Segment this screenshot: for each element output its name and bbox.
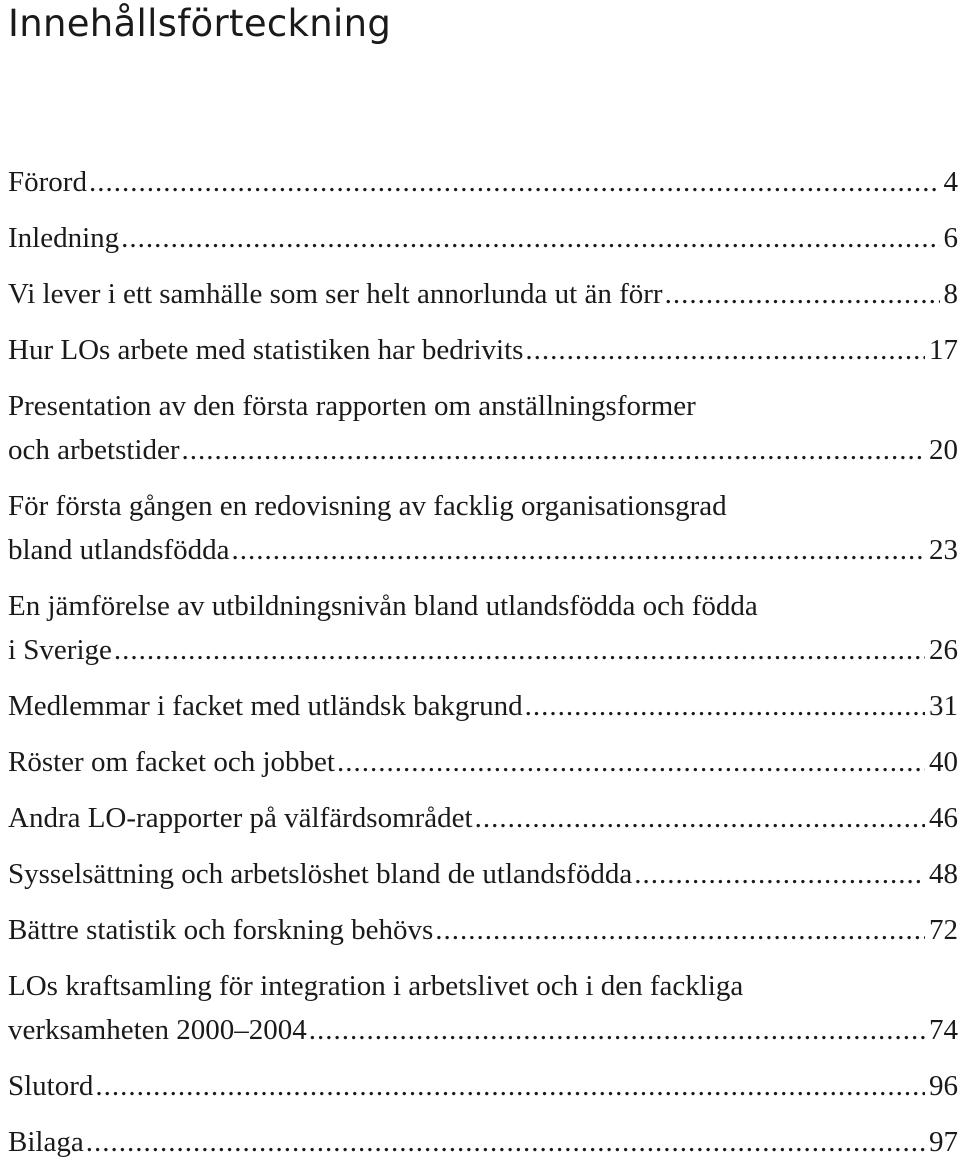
toc-entry-roster[interactable] xyxy=(8,740,958,784)
dot-leader xyxy=(525,328,925,372)
dot-leader xyxy=(634,852,925,896)
toc-entry-jamforelse[interactable] xyxy=(8,584,958,672)
toc-entry-title: Vi lever i ett samhälle som ser helt annorlunda ut än förr xyxy=(8,278,663,310)
toc-entry-page: 4 xyxy=(943,166,958,198)
dot-leader xyxy=(182,428,925,472)
toc-entry-page: 23 xyxy=(929,534,958,566)
toc-entry-vi-lever[interactable] xyxy=(8,272,958,316)
toc-entry-medlemmar[interactable] xyxy=(8,684,958,728)
toc-entry-page: 96 xyxy=(929,1070,958,1102)
toc-entry-title: Slutord xyxy=(8,1070,94,1102)
toc-entry-page: 40 xyxy=(929,746,958,778)
toc-entry-title: Röster om facket och jobbet xyxy=(8,746,335,778)
toc-entry-page: 20 xyxy=(929,434,958,466)
toc-entry-title-line2: i Sverige xyxy=(8,634,112,666)
page-title: Innehållsförteckning xyxy=(8,2,392,45)
toc-entry-page: 31 xyxy=(929,690,958,722)
toc-entry-forord[interactable] xyxy=(8,160,958,204)
dot-leader xyxy=(95,1064,925,1108)
toc-entry-hur-los-arbete[interactable] xyxy=(8,328,958,372)
dot-leader xyxy=(337,740,925,784)
toc-entry-andra-lo-rapporter[interactable] xyxy=(8,796,958,840)
toc-entry-title: Sysselsättning och arbetslöshet bland de utlandsfödda xyxy=(8,858,633,890)
toc-entry-page: 26 xyxy=(929,634,958,666)
toc-entry-page: 6 xyxy=(943,222,958,254)
toc-entry-title: Bättre statistik och forskning behövs xyxy=(8,914,434,946)
dot-leader xyxy=(89,160,940,204)
dot-leader xyxy=(665,272,940,316)
toc-entry-title: Medlemmar i facket med utländsk bakgrund xyxy=(8,690,523,722)
toc-entry-forsta-gangen[interactable] xyxy=(8,484,958,572)
dot-leader xyxy=(231,528,925,572)
dot-leader xyxy=(121,216,939,260)
toc-entry-page: 97 xyxy=(929,1126,958,1158)
toc-entry-kraftsamling[interactable] xyxy=(8,964,958,1052)
toc-entry-battre-statistik[interactable] xyxy=(8,908,958,952)
toc-entry-page: 48 xyxy=(929,858,958,890)
table-of-contents xyxy=(8,160,958,1164)
dot-leader xyxy=(114,628,925,672)
toc-entry-title: Hur LOs arbete med statistiken har bedrivits xyxy=(8,334,524,366)
toc-entry-page: 46 xyxy=(929,802,958,834)
toc-entry-title: Förord xyxy=(8,166,87,198)
toc-entry-page: 72 xyxy=(929,914,958,946)
toc-entry-page: 17 xyxy=(929,334,958,366)
toc-entry-title-line1: LOs kraftsamling för integration i arbetslivet och i den fackliga xyxy=(8,970,744,1002)
toc-entry-page: 74 xyxy=(929,1014,958,1046)
toc-entry-page: 8 xyxy=(943,278,958,310)
toc-entry-title-line2: och arbetstider xyxy=(8,434,180,466)
toc-entry-title-line2: bland utlandsfödda xyxy=(8,534,230,566)
toc-entry-title: Andra LO-rapporter på välfärdsområdet xyxy=(8,802,473,834)
toc-entry-slutord[interactable] xyxy=(8,1064,958,1108)
dot-leader xyxy=(86,1120,925,1164)
toc-entry-bilaga[interactable] xyxy=(8,1120,958,1164)
toc-entry-title-line1: En jämförelse av utbildningsnivån bland utlandsfödda och födda xyxy=(8,590,758,622)
toc-entry-title: Bilaga xyxy=(8,1126,84,1158)
toc-entry-presentation[interactable] xyxy=(8,384,958,472)
dot-leader xyxy=(435,908,925,952)
toc-entry-inledning[interactable] xyxy=(8,216,958,260)
toc-entry-title-line1: För första gången en redovisning av facklig organisationsgrad xyxy=(8,490,727,522)
toc-entry-title-line2: verksamheten 2000–2004 xyxy=(8,1014,307,1046)
toc-entry-title: Inledning xyxy=(8,222,120,254)
toc-entry-title-line1: Presentation av den första rapporten om anställningsformer xyxy=(8,390,696,422)
dot-leader xyxy=(309,1008,925,1052)
dot-leader xyxy=(475,796,925,840)
toc-entry-sysselsattning[interactable] xyxy=(8,852,958,896)
dot-leader xyxy=(525,684,925,728)
